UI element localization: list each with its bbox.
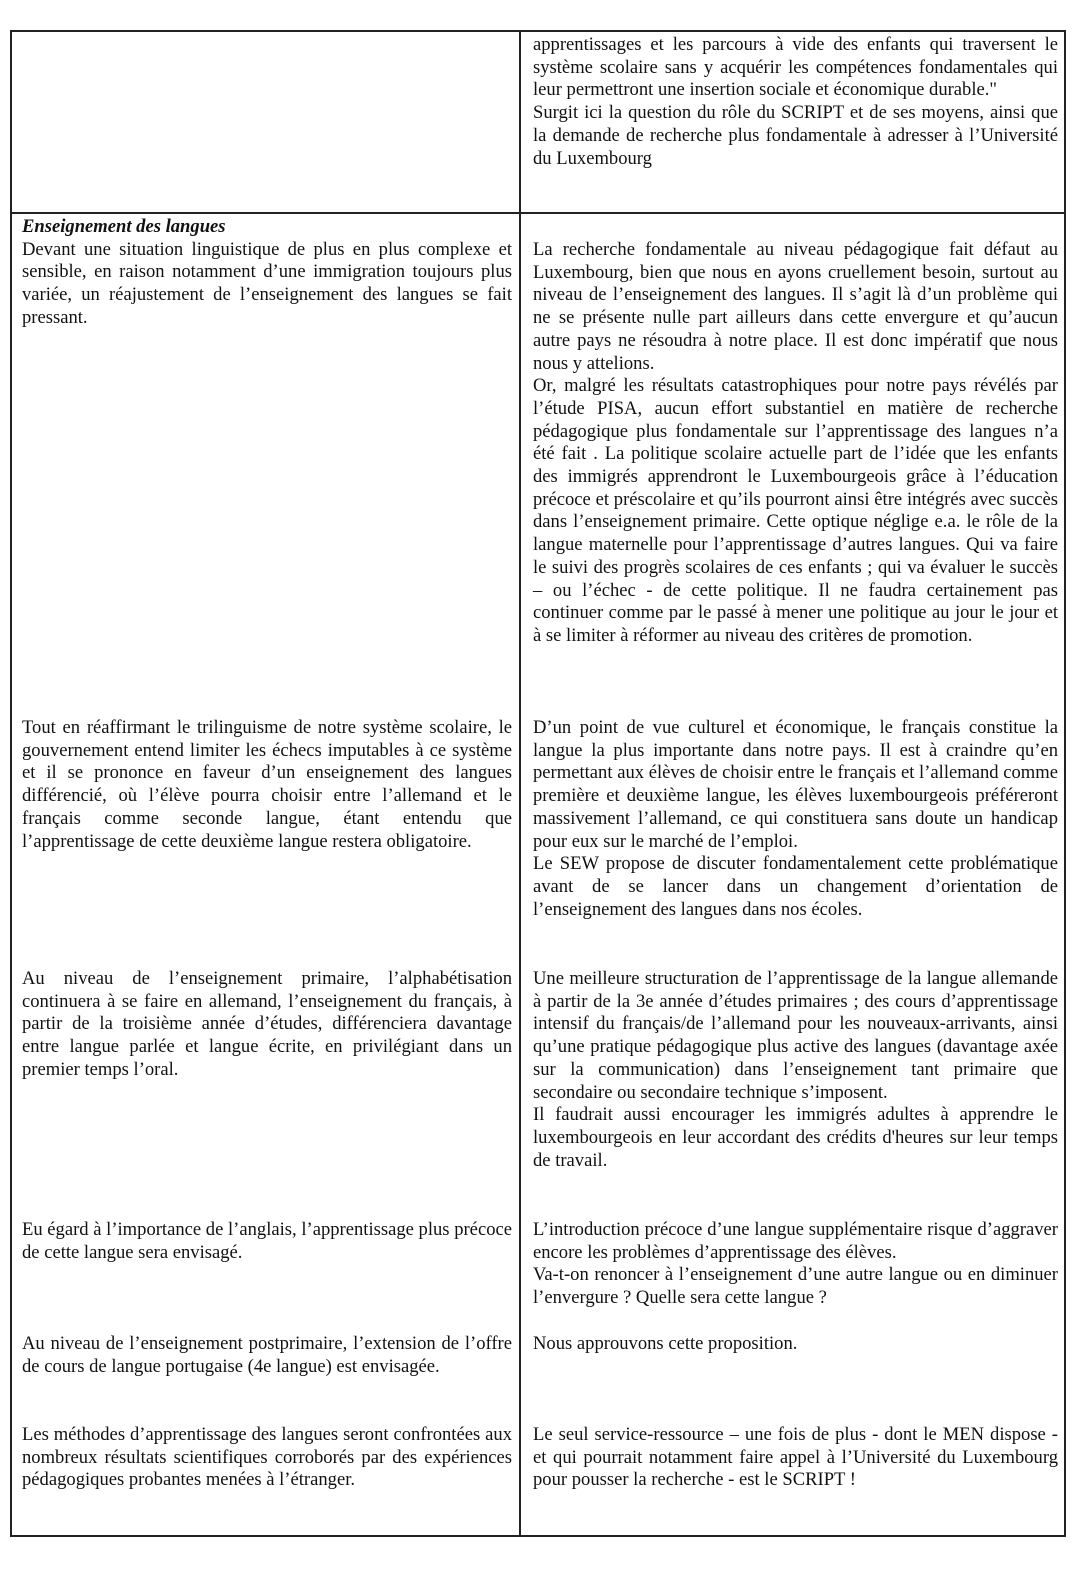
paragraph: Au niveau de l’enseignement primaire, l’alphabétisation continuera à se faire en allemand, l’enseignement du français, à partir de la troisième année d’études, différenciera davantage entre langue parlée et langue écrite, en privilégiant dans un premier temps l’oral.	[22, 968, 512, 1080]
paragraph: Eu égard à l’importance de l’anglais, l’apprentissage plus précoce de cette langue sera envisagé.	[22, 1219, 512, 1263]
section-heading: Enseignement des langues	[22, 216, 226, 237]
paragraph: Une meilleure structuration de l’apprentissage de la langue allemande à partir de la 3e année d’études primaires ; des cours d’apprentissage intensif du français/de l’allemand pour les nouveaux-arrivants, ainsi qu’une pratique pédagogique plus active des langues (davantage axée sur la communication) dans l’enseignement tant primaire que secondaire ou secondaire technique s’imposent.	[533, 968, 1058, 1103]
row-divider	[10, 212, 1066, 214]
paragraph: Le seul service-ressource – une fois de plus - dont le MEN dispose - et qui pourrait notamment faire appel à l’Université du Luxembourg pour pousser la recherche - est le SCRIPT !	[533, 1424, 1058, 1491]
paragraph: apprentissages et les parcours à vide des enfants qui traversent le système scolaire sans y acquérir les compétences fondamentales qui leur permettront une insertion sociale et économique durable."	[533, 34, 1058, 101]
paragraph: Les méthodes d’apprentissage des langues seront confrontées aux nombreux résultats scientifiques corroborés par des expériences pédagogiques probantes menées à l’étranger.	[22, 1424, 512, 1491]
paragraph: Nous approuvons cette proposition.	[533, 1333, 798, 1354]
section-heading-block	[22, 216, 512, 330]
paragraph: Tout en réaffirmant le trilinguisme de notre système scolaire, le gouvernement entend limiter les échecs imputables à ce système et il se prononce en faveur d’un enseignement des langues différencié, où l’élève pourra choisir entre l’allemand et le français comme seconde langue, étant entendu que l’apprentissage de cette deuxième langue restera obligatoire.	[22, 717, 512, 852]
paragraph: La recherche fondamentale au niveau pédagogique fait défaut au Luxembourg, bien que nous en ayons cruellement besoin, surtout au niveau de l’enseignement des langues. Il s’agit là d’un problème qui ne se présente nulle part ailleurs dans cette envergure et qu’aucun autre pays ne résoudra à notre place. Il est donc impératif que nous nous y attelions.	[533, 239, 1058, 374]
right-block	[533, 1424, 1058, 1492]
left-block	[22, 1424, 512, 1492]
right-block	[533, 717, 1058, 921]
paragraph: Le SEW propose de discuter fondamentalement cette problématique avant de se lancer dans un changement d’orientation de l’enseignement des langues dans nos écoles.	[533, 853, 1058, 920]
paragraph: Surgit ici la question du rôle du SCRIPT et de ses moyens, ainsi que la demande de recherche plus fondamentale à adresser à l’Université du Luxembourg	[533, 102, 1058, 169]
right-block	[533, 1333, 1058, 1356]
right-block	[533, 239, 1058, 648]
paragraph: Au niveau de l’enseignement postprimaire, l’extension de l’offre de cours de langue portugaise (4e langue) est envisagée.	[22, 1333, 512, 1377]
right-block	[533, 968, 1058, 1172]
paragraph: D’un point de vue culturel et économique, le français constitue la langue la plus importante dans notre pays. Il est à craindre qu’en permettant aux élèves de choisir entre le français et l’allemand comme première et deuxième langue, les élèves luxembourgeois préféreront massivement l’allemand, ce qui constituera sans doute un handicap pour eux sur le marché de l’emploi.	[533, 717, 1058, 852]
paragraph: Devant une situation linguistique de plus en plus complexe et sensible, en raison notamment d’une immigration toujours plus variée, un réajustement de l’enseignement des langues se fait pressant.	[22, 238, 512, 328]
right-block	[533, 1219, 1058, 1310]
left-block	[22, 717, 512, 853]
left-block	[22, 1333, 512, 1378]
row1-right-cell	[533, 34, 1058, 170]
paragraph: Va-t-on renoncer à l’enseignement d’une autre langue ou en diminuer l’envergure ? Quelle sera cette langue ?	[533, 1264, 1058, 1309]
left-block	[22, 1219, 512, 1264]
paragraph: Il faudrait aussi encourager les immigrés adultes à apprendre le luxembourgeois en leur accordant des crédits d'heures sur leur temps de travail.	[533, 1104, 1058, 1171]
left-block	[22, 968, 512, 1082]
paragraph: L’introduction précoce d’une langue supplémentaire risque d’aggraver encore les problèmes d’apprentissage des élèves.	[533, 1219, 1058, 1263]
paragraph: Or, malgré les résultats catastrophiques pour notre pays révélés par l’étude PISA, aucun effort substantiel en matière de recherche pédagogique plus fondamentale sur l’apprentissage des langues n’a été fait . La politique scolaire actuelle part de l’idée que les enfants des immigrés apprendront le Luxembourgeois grâce à l’éducation précoce et préscolaire et qu’ils pourront ainsi être intégrés avec succès dans l’enseignement primaire. Cette optique néglige e.a. le rôle de la langue maternelle pour l’apprentissage d’autres langues. Qui va faire le suivi des progrès scolaires de ces enfants ; qui va évaluer le succès – ou l’échec - de cette politique. Il ne faudra certainement pas continuer comme par le passé à mener une politique au jour le jour et à se limiter à réformer au niveau des critères de promotion.	[533, 375, 1058, 646]
column-divider	[519, 30, 521, 1537]
